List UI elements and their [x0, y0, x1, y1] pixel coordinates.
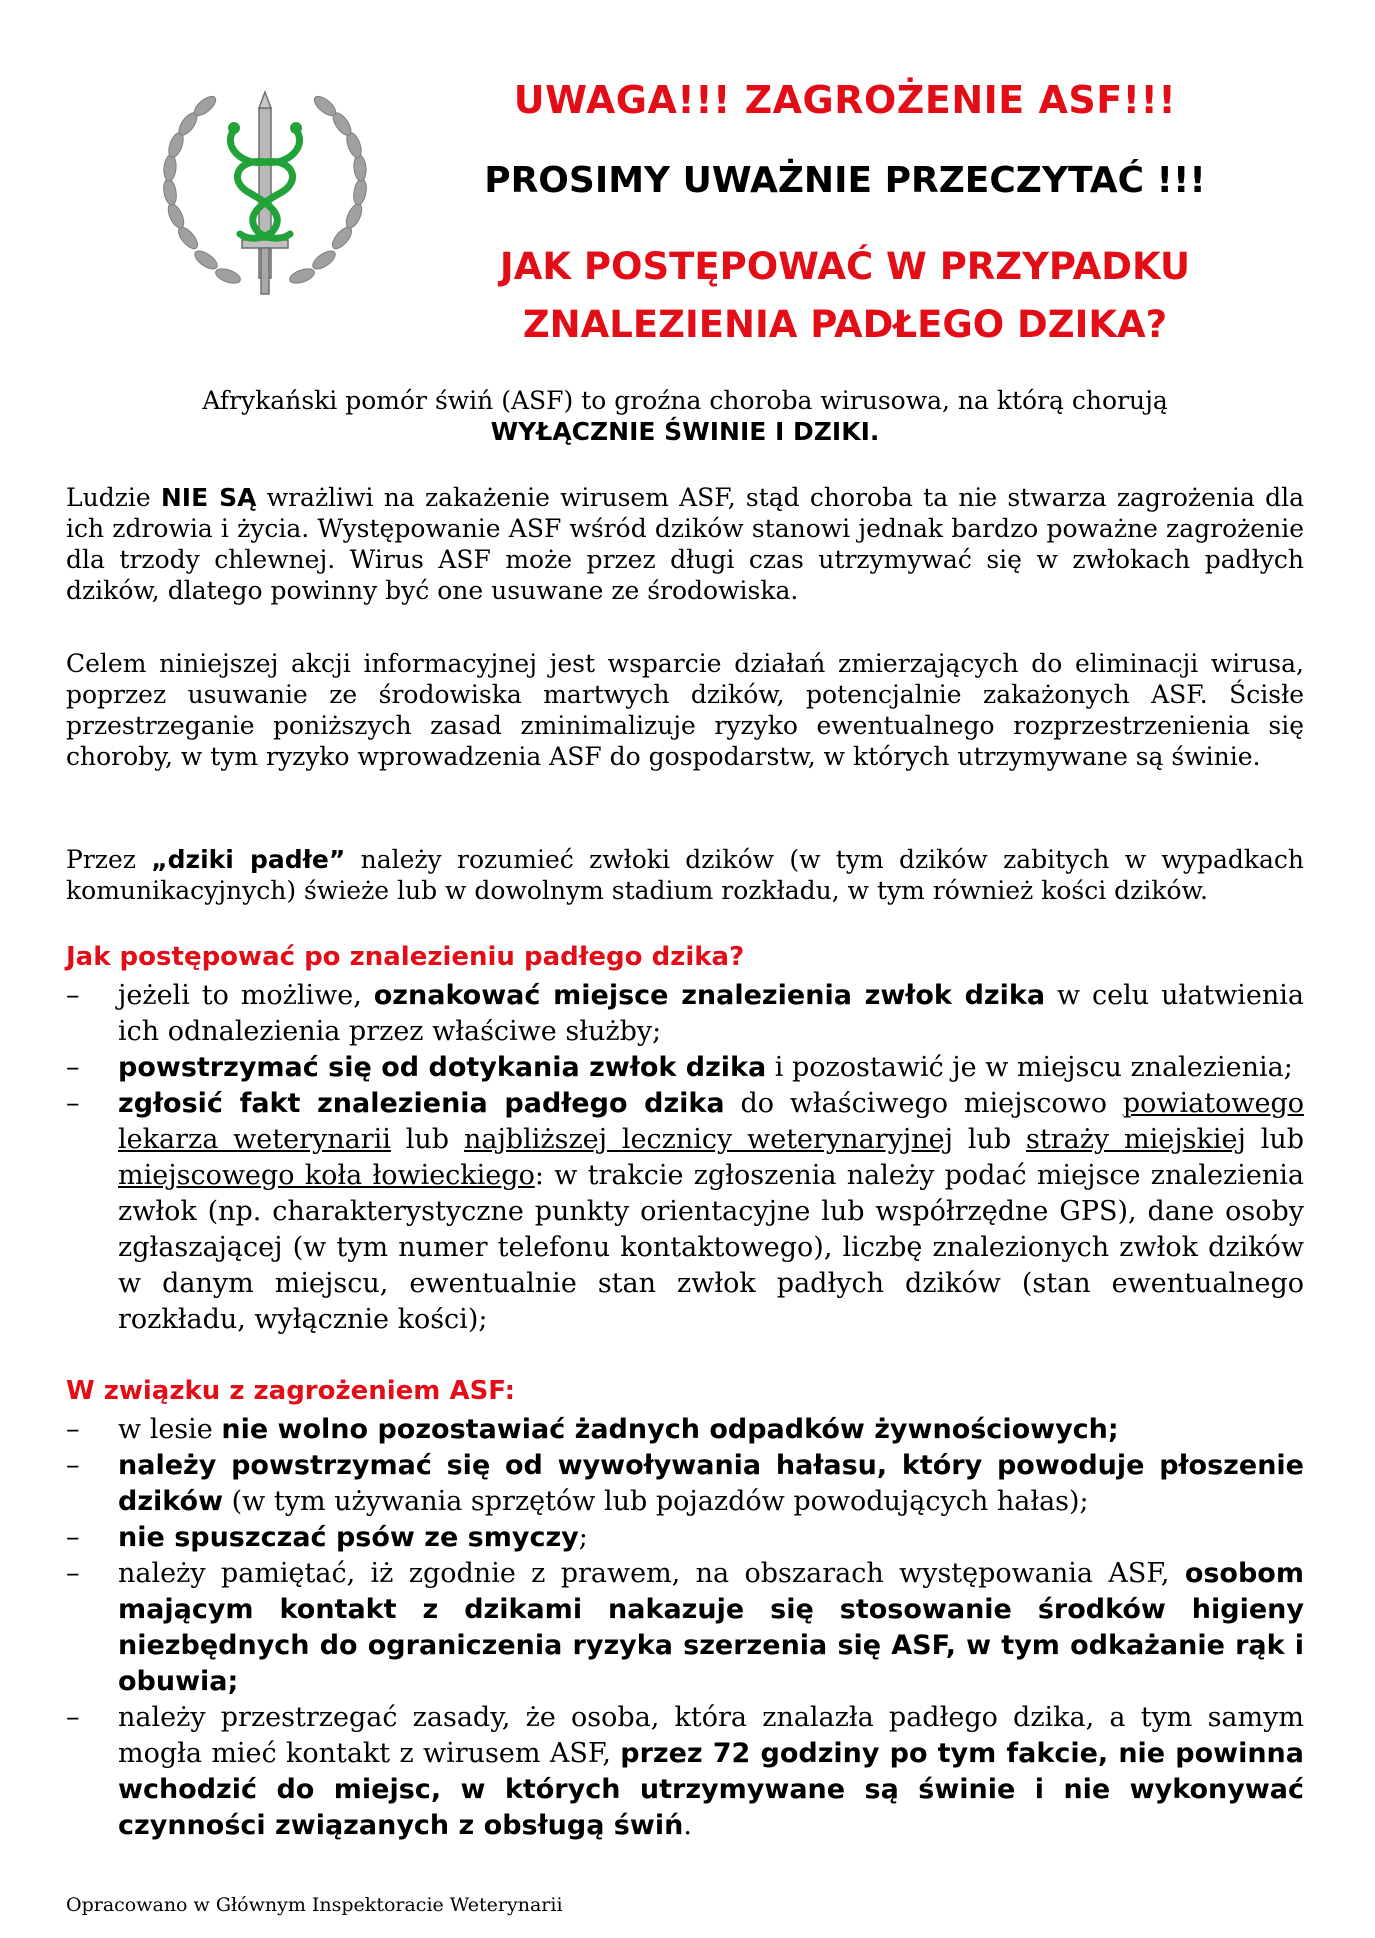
paragraph-definition — [66, 844, 1304, 906]
list-item-text: należy przestrzegać zasady, że osoba, która znalazła padłego dzika, a tym samym mogła mieć kontakt z wirusem ASF, — [118, 1702, 1304, 1769]
list-item — [66, 1556, 1304, 1700]
list-item-text: należy pamiętać, iż zgodnie z prawem, na obszarach występowania ASF, — [118, 1558, 1185, 1589]
list-item-text: (w tym używania sprzętów lub pojazdów powodujących hałas); — [223, 1486, 1089, 1517]
paragraph-people-a: Ludzie — [66, 483, 161, 512]
warning-title: UWAGA!!! ZAGROŻENIE ASF!!! — [513, 78, 1177, 122]
list-item-bold: osobom mającym kontakt z dzikami nakazuje się stosowanie środków higieny niezbędnych do ograniczenia ryzyka szerzenia się ASF, w tym odkażanie rąk i obuwia; — [118, 1558, 1304, 1697]
list-item-text: : w trakcie zgłoszenia należy podać miejsce znalezienia zwłok (np. charakterystyczne punkty orientacyjne lub współrzędne GPS), dane osoby zgłaszającej (w tym numer telefonu kontaktowego), liczbę znalezionych zwłok dzików w danym miejscu, ewentualnie stan zwłok padłych dzików (stan ewentualnego rozkładu, wyłącznie kości); — [118, 1160, 1305, 1335]
footer-credit: Opracowano w Głównym Inspektoracie Weterynarii — [66, 1894, 563, 1916]
contact-vet-officer: powiatowego lekarza weterynarii — [118, 1088, 1304, 1155]
list-item-text: lub — [952, 1124, 1026, 1155]
list-item — [66, 1050, 1304, 1086]
threat-rules-list — [66, 1412, 1304, 1844]
list-item-text: jeżeli to możliwe, — [118, 980, 374, 1011]
list-item — [66, 1086, 1304, 1338]
list-item — [66, 1412, 1304, 1448]
paragraph-people — [66, 482, 1304, 606]
list-item-text: w celu ułatwienia ich odnalezienia przez właściwe służby; — [118, 980, 1305, 1047]
paragraph-people-bold: NIE SĄ — [160, 483, 257, 512]
section-found-title: Jak postępować po znalezieniu padłego dzika? — [66, 942, 745, 972]
intro-text: Afrykański pomór świń (ASF) to groźna choroba wirusowa, na którą chorują — [202, 386, 1168, 415]
list-item — [66, 1448, 1304, 1520]
list-item — [66, 1700, 1304, 1844]
list-item-text: w lesie — [118, 1414, 222, 1445]
caduceus-laurel-icon — [150, 88, 380, 308]
contact-vet-clinic: najbliższej lecznicy weterynaryjnej — [463, 1124, 953, 1155]
question-title-line2: ZNALEZIENIA PADŁEGO DZIKA? — [522, 303, 1168, 346]
list-item — [66, 1520, 1304, 1556]
list-item-text: . — [683, 1810, 692, 1841]
list-item-text: lub — [390, 1124, 464, 1155]
list-item-text: i pozostawić je w miejscu znalezienia; — [766, 1052, 1293, 1083]
contact-hunting-club: miejscowego koła łowieckiego — [118, 1160, 535, 1191]
list-item-bold: oznakować miejsce znalezienia zwłok dzika — [373, 980, 1046, 1011]
contact-city-guard: straży miejskiej — [1026, 1124, 1246, 1155]
section-threat-title: W związku z zagrożeniem ASF: — [66, 1376, 516, 1406]
list-item-bold: nie wolno pozostawiać żadnych odpadków żywnościowych; — [221, 1414, 1119, 1445]
paragraph-definition-a: Przez — [66, 845, 152, 874]
list-item-text: ; — [578, 1522, 588, 1553]
intro-paragraph — [66, 385, 1304, 447]
found-instructions-list — [66, 978, 1304, 1338]
list-item-bold: powstrzymać się od dotykania zwłok dzika — [118, 1052, 767, 1083]
list-item-bold: przez 72 godziny po tym fakcie, nie powinna wchodzić do miejsc, w których utrzymywane są świnie i nie wykonywać czynności związanych z obsługą świń — [118, 1738, 1304, 1841]
list-item-text: do właściwego miejscowo — [724, 1088, 1123, 1119]
list-item-bold: należy powstrzymać się od wywoływania hałasu, który powoduje płoszenie dzików — [118, 1450, 1304, 1517]
list-item-bold: zgłosić fakt znalezienia padłego dzika — [118, 1088, 725, 1119]
intro-bold: WYŁĄCZNIE ŚWINIE I DZIKI. — [490, 417, 880, 446]
question-title-line1: JAK POSTĘPOWAĆ W PRZYPADKU — [499, 245, 1191, 288]
read-carefully-title: PROSIMY UWAŻNIE PRZECZYTAĆ !!! — [484, 160, 1206, 201]
paragraph-definition-c: należy rozumieć zwłoki dzików (w tym dzików zabitych w wypadkach komunikacyjnych) świeże lub w dowolnym stadium rozkładu, w tym również kości dzików. — [66, 845, 1305, 905]
paragraph-definition-bold: „dziki padłe” — [151, 845, 346, 874]
list-item-bold: nie spuszczać psów ze smyczy — [118, 1522, 579, 1553]
paragraph-people-c: wrażliwi na zakażenie wirusem ASF, stąd choroba ta nie stwarza zagrożenia dla ich zdrowia i życia. Występowanie ASF wśród dzików stanowi jednak bardzo poważne zagrożenie dla trzody chlewnej. Wirus ASF może przez długi czas utrzymywać się w zwłokach padłych dzików, dlatego powinny być one usuwane ze środowiska. — [66, 483, 1304, 605]
question-title — [395, 238, 1295, 354]
paragraph-goal: Celem niniejszej akcji informacyjnej jest wsparcie działań zmierzających do eliminacji wirusa, poprzez usuwanie ze środowiska martwych dzików, potencjalnie zakażonych ASF. Ścisłe przestrzeganie poniższych zasad zminimalizuje ryzyko ewentualnego rozprzestrzenienia się choroby, w tym ryzyko wprowadzenia ASF do gospodarstw, w których utrzymywane są świnie. — [66, 649, 1304, 771]
list-item-text: lub — [1245, 1124, 1305, 1155]
list-item — [66, 978, 1304, 1050]
